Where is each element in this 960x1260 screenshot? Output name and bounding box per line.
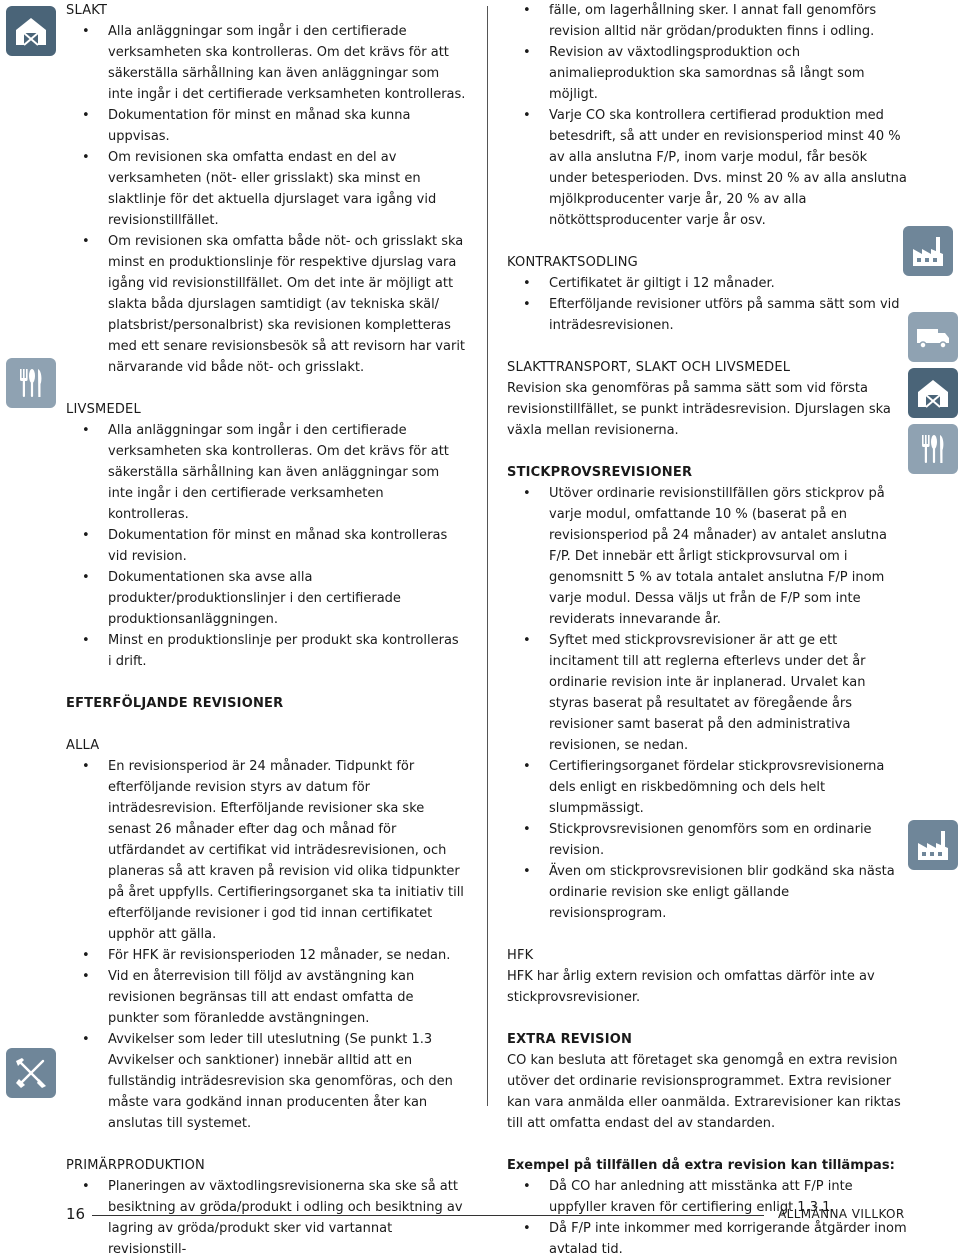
section-slakt xyxy=(66,0,466,378)
section-heading: SLAKTTRANSPORT, SLAKT OCH LIVSMEDEL xyxy=(507,360,791,375)
page-number: 16 xyxy=(66,1205,86,1223)
list-item: • Utöver ordinarie revisionstillfällen görs stickprov på varje modul, omfattande 10 % (baserat på en revisionsperiod på 24 månader) av antalet anslutna F/P. Det innebär ett årligt stickprovsurval om i genomsnitt 5 % av totala antalet anslutna F/P inom varje modul. Dessa väljs ut från de F/P som inte reviderats innevarande år. xyxy=(507,483,907,630)
list-item: • Syftet med stickprovsrevisioner är att ge ett incitament till att reglerna efterlevs under det år ordinarie revision inte är inplanerad. Urvalet kan styras baserat på resultatet av föregående års revisioner samt baserat på den administrativa revisionen, se nedan. xyxy=(507,630,907,756)
list-item: • Då F/P inte inkommer med korrigerande åtgärder inom avtalad tid. xyxy=(507,1218,907,1260)
list-item: • Då CO har anledning att misstänka att F/P inte uppfyller kraven för certifiering enligt 1.3.1. xyxy=(507,1176,907,1218)
factory-icon xyxy=(903,226,953,276)
bullet-list xyxy=(66,756,466,1134)
cutlery-icon xyxy=(6,358,56,408)
section-alla xyxy=(66,735,466,1134)
paragraph: Revision ska genomföras på samma sätt som vid första revisionstillfället, se punkt inträdesrevision. Djurslagen ska växla mellan revisionerna. xyxy=(507,381,891,438)
list-item-continued: • fälle, om lagerhållning sker. I annat fall genomförs revision alltid när grödan/produkten finns i odling. xyxy=(507,0,907,42)
footer-rule xyxy=(92,1215,764,1216)
list-item: • Alla anläggningar som ingår i den certifierade verksamheten ska kontrolleras. Om det krävs för att säkerställa särhållning kan även anläggningar som inte ingår i det certifierade verksamheten kontrolleras. xyxy=(66,21,466,105)
barn-icon xyxy=(6,6,56,56)
truck-icon xyxy=(908,312,958,362)
list-item: • För HFK är revisionsperioden 12 månader, se nedan. xyxy=(66,945,466,966)
list-item: • Alla anläggningar som ingår i den certifierade verksamheten ska kontrolleras. Om det krävs för att säkerställa särhållning kan även anläggningar som inte ingår i den certifierade verksamheten kontrolleras. xyxy=(66,420,466,525)
section-primarproduktion xyxy=(66,1155,466,1260)
list-item: • Om revisionen ska omfatta både nöt- och grisslakt ska minst en produktionslinje för respektive djurslag vara igång vid revisionstillfället. Om det inte är möjligt att slakta båda djurslagen samtidigt (av tekniska skäl/ platsbrist/personalbrist) ska revisionen kompletteras med ett senare revisionsbesök så att revisorn har varit närvarande vid både nöt- och grisslakt. xyxy=(66,231,466,378)
section-stickprov xyxy=(507,462,907,924)
list-item: • Vid en återrevision till följd av avstängning kan revisionen begränsas till att endast omfatta de punkter som föranledde avstängningen. xyxy=(66,966,466,1029)
list-item: • Certifikatet är giltigt i 12 månader. xyxy=(507,273,907,294)
list-item: • Dokumentationen ska avse alla produkter/produktionslinjer i den certifierade produktionsanläggningen. xyxy=(66,567,466,630)
list-item: • Stickprovsrevisionen genomförs som en ordinarie revision. xyxy=(507,819,907,861)
list-item: • Planeringen av växtodlingsrevisionerna ska ske så att besiktning av gröda/produkt i odling och besiktning av lagring av gröda/produkt sker vid vartannat revisionstill- xyxy=(66,1176,466,1260)
section-heading: STICKPROVSREVISIONER xyxy=(507,465,693,480)
list-item: • Certifieringsorganet fördelar stickprovsrevisionerna dels enligt en riskbedömning och dels helt slumpmässigt. xyxy=(507,756,907,819)
section-heading: KONTRAKTSODLING xyxy=(507,255,638,270)
cutlery-icon xyxy=(908,424,958,474)
column-divider xyxy=(487,6,488,1106)
list-item: • Revision av växtodlingsproduktion och animalieproduktion ska samordnas så långt som möjligt. xyxy=(507,42,907,105)
section-hfk xyxy=(507,945,907,1008)
section-heading: EXTRA REVISION xyxy=(507,1032,633,1047)
section-livsmedel xyxy=(66,399,466,672)
list-item: • Om revisionen ska omfatta endast en del av verksamheten (nöt- eller grisslakt) ska minst en slaktlinje för det aktuella djurslaget vara igång vid revisionstillfället. xyxy=(66,147,466,231)
section-slakttransport xyxy=(507,357,907,441)
section-heading-efterfoljande: EFTERFÖLJANDE REVISIONER xyxy=(66,696,284,711)
barn-icon xyxy=(908,368,958,418)
list-item: • Efterföljande revisioner utförs på samma sätt som vid inträdesrevisionen. xyxy=(507,294,907,336)
footer-title: ALLMÄNNA VILLKOR xyxy=(778,1207,905,1221)
section-heading: HFK xyxy=(507,948,534,963)
list-item: • Dokumentation för minst en månad ska kunna uppvisas. xyxy=(66,105,466,147)
list-item: • Även om stickprovsrevisionen blir godkänd ska nästa ordinarie revision ske enligt gällande revisionsprogram. xyxy=(507,861,907,924)
factory-icon xyxy=(908,820,958,870)
bullet-list xyxy=(66,420,466,672)
bullet-list xyxy=(507,273,907,336)
paragraph: CO kan besluta att företaget ska genomgå en extra revision utöver det ordinarie revisionsprogrammet. Extra revisioner kan vara anmälda eller oanmälda. Extrarevisioner kan riktas till att omfatta endast del av standarden. xyxy=(507,1053,901,1131)
bullet-list xyxy=(507,483,907,924)
paragraph: HFK har årlig extern revision och omfattas därför inte av stickprovsrevisioner. xyxy=(507,969,875,1005)
section-heading: ALLA xyxy=(66,738,100,753)
list-item: • Varje CO ska kontrollera certifierad produktion med betesdrift, så att under en revisionsperiod minst 40 % av alla anslutna F/P, inom varje modul, får besök under betesperioden. Dvs. minst 20 % av alla anslutna mjölkproducenter varje år, 20 % av alla nötköttsproducenter varje år osv. xyxy=(507,105,907,231)
bullet-list xyxy=(66,1176,466,1260)
list-item: • Dokumentation för minst en månad ska kontrolleras vid revision. xyxy=(66,525,466,567)
list-item: • En revisionsperiod är 24 månader. Tidpunkt för efterföljande revision styrs av datum för inträdesrevision. Efterföljande revisioner ska ske senast 26 månader efter dag och månad för utfärdandet av certifikat vid inträdesrevisionen, och planeras så att kraven på revision vid olika tidpunkter på året uppfylls. Certifieringsorganet ska ta initiativ till efterföljande revisioner i god tid innan certifikatet upphör att gälla. xyxy=(66,756,466,945)
list-item: • Avvikelser som leder till uteslutning (Se punkt 1.3 Avvikelser och sanktioner) innebär alltid att en fullständig inträdesrevision ska genomföras, och den måste vara godkänd innan producenten åter kan anslutas till systemet. xyxy=(66,1029,466,1134)
right-column xyxy=(507,0,907,1260)
bullet-list-continued xyxy=(507,0,907,231)
section-heading: SLAKT xyxy=(66,3,108,18)
section-heading: LIVSMEDEL xyxy=(66,402,141,417)
section-kontraktsodling xyxy=(507,252,907,336)
bullet-list xyxy=(66,21,466,378)
list-item: • Minst en produktionslinje per produkt ska kontrolleras i drift. xyxy=(66,630,466,672)
left-column xyxy=(66,0,466,1260)
section-extra-revision xyxy=(507,1029,907,1134)
section-heading: Exempel på tillfällen då extra revision kan tillämpas: xyxy=(507,1158,895,1173)
section-heading: PRIMÄRPRODUKTION xyxy=(66,1158,205,1173)
shovel-fork-icon xyxy=(6,1048,56,1098)
